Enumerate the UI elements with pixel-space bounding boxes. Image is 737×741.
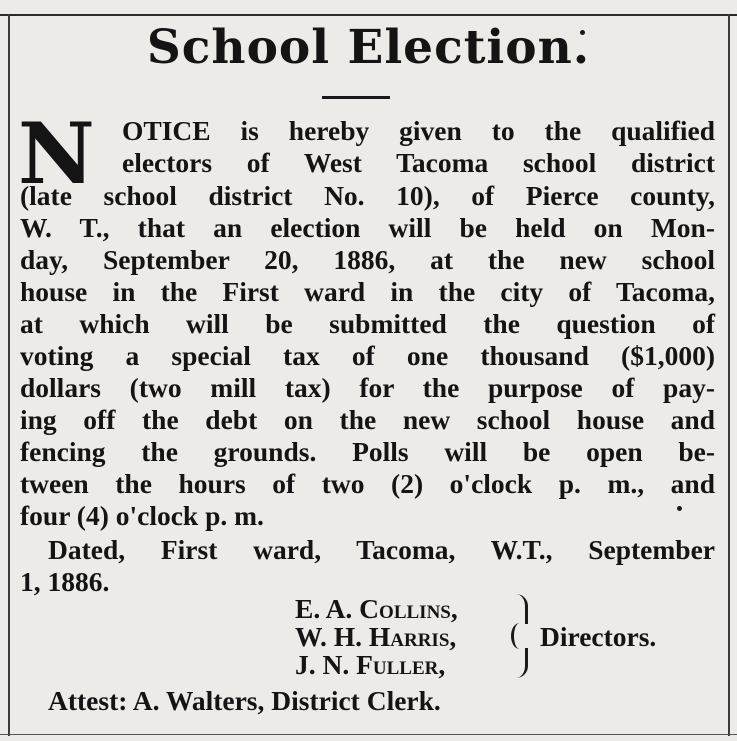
notice-title: School Election. xyxy=(146,20,591,75)
brace xyxy=(515,594,528,624)
signer-name: W. H. Harris, xyxy=(295,621,457,652)
left-column-rule xyxy=(8,14,10,736)
signer-name: J. N. Fuller, xyxy=(295,649,446,680)
ink-speck xyxy=(677,506,682,511)
body-line: day, September 20, 1886, at the new school xyxy=(20,244,715,275)
bottom-rule xyxy=(0,734,737,735)
dated-line-2: 1, 1886. xyxy=(20,566,110,597)
signer-name: E. A. Collins, xyxy=(295,593,458,624)
body-line: voting a special tax of one thousand ($1,000) xyxy=(20,340,715,371)
brace xyxy=(515,648,528,678)
body-line: fencing the grounds. Polls will be open be- xyxy=(20,436,715,467)
body-line-last: four (4) o'clock p. m. xyxy=(20,500,264,531)
body-line: at which will be submitted the question of xyxy=(20,308,715,339)
body-line: W. T., that an election will be held on Mon- xyxy=(20,212,715,243)
body-line: house in the First ward in the city of Tacoma, xyxy=(20,276,715,307)
attest-line: Attest: A. Walters, District Clerk. xyxy=(48,685,441,716)
title-underline xyxy=(322,96,390,99)
body-line: OTICE is hereby given to the qualified xyxy=(122,115,715,146)
brace xyxy=(511,623,528,649)
signers-role: Directors. xyxy=(540,621,657,652)
right-column-rule xyxy=(728,14,730,736)
top-rule xyxy=(0,14,737,16)
body-line: (late school district No. 10), of Pierce county, xyxy=(20,180,715,211)
dated-line: Dated, First ward, Tacoma, W.T., September xyxy=(48,534,715,565)
drop-cap: N xyxy=(18,104,95,203)
body-line: dollars (two mill tax) for the purpose of pay- xyxy=(20,372,715,403)
body-line: tween the hours of two (2) o'clock p. m., and xyxy=(20,468,715,499)
body-line: electors of West Tacoma school district xyxy=(122,147,715,178)
body-line: ing off the debt on the new school house and xyxy=(20,404,715,435)
